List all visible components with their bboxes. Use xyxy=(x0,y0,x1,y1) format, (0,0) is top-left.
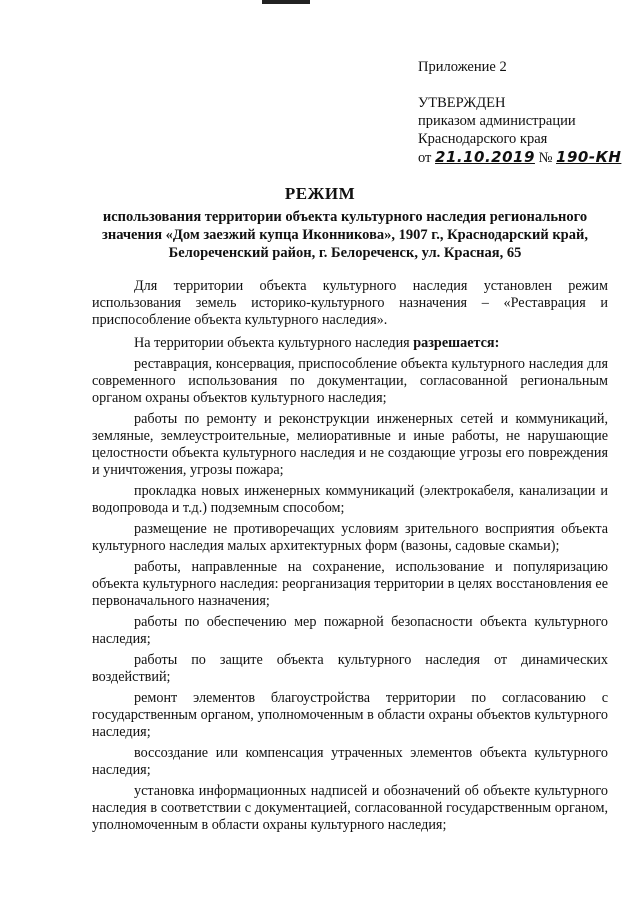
allowed-heading xyxy=(92,335,608,352)
allowed-heading-bold: разрешается: xyxy=(413,335,500,351)
allowed-item: ремонт элементов благоустройства территории по согласованию с государственным органом, уполномоченным в области охраны объектов культурного наследия; xyxy=(92,690,608,740)
allowed-heading-text: На территории объекта культурного наследия xyxy=(134,335,414,351)
allowed-item: установка информационных надписей и обозначений об объекте культурного наследия в соответствии с документацией, согласованной государственным органом, уполномоченным в области охраны культурного наследия; xyxy=(92,783,608,833)
approval-line-1: приказом администрации xyxy=(418,113,576,129)
document-subtitle: использования территории объекта культурного наследия регионального значения «Дом заезжий купца Иконникова», 1907 г., Краснодарский край, Белореченский район, г. Белореченск, ул. Красная, 65 xyxy=(102,209,588,261)
scan-mark xyxy=(262,0,310,4)
number-value: 190-КН xyxy=(556,148,622,166)
allowed-item: воссоздание или компенсация утраченных элементов объекта культурного наследия; xyxy=(92,745,608,778)
document-title: РЕЖИМ xyxy=(284,184,356,203)
date-value: 21.10.2019 xyxy=(435,148,535,166)
approval-block xyxy=(418,58,628,167)
allowed-item: работы по ремонту и реконструкции инженерных сетей и коммуникаций, земляные, землеустроительные, мелиоративные и иные работы, не нарушающие целостности объекта культурного наследия и не создающие угрозы его повреждения и уничтожения, угрозы пожара; xyxy=(92,411,608,478)
allowed-item: реставрация, консервация, приспособление объекта культурного наследия для современного использования по документации, согласованной региональным органом охраны объектов культурного наследия; xyxy=(92,356,608,406)
allowed-item: работы по защите объекта культурного наследия от динамических воздействий; xyxy=(92,652,608,685)
allowed-item: работы, направленные на сохранение, использование и популяризацию объекта культурного наследия: реорганизация территории в целях восстановления ее первоначального назначения; xyxy=(92,559,608,609)
approval-date-line xyxy=(418,148,628,167)
approved-label: УТВЕРЖДЕН xyxy=(418,95,506,111)
allowed-item: работы по обеспечению мер пожарной безопасности объекта культурного наследия; xyxy=(92,614,608,647)
approval-line-2: Краснодарского края xyxy=(418,131,548,147)
allowed-item: размещение не противоречащих условиям зрительного восприятия объекта культурного наследия малых архитектурных форм (вазоны, садовые скамьи); xyxy=(92,521,608,554)
appendix-label: Приложение 2 xyxy=(418,59,507,75)
number-prefix: № xyxy=(538,150,553,166)
intro-paragraph: Для территории объекта культурного наследия установлен режим использования земель историко-культурного назначения – «Реставрация и приспособление объекта культурного наследия». xyxy=(92,278,608,328)
allowed-item: прокладка новых инженерных коммуникаций (электрокабеля, канализации и водопровода и т.д.) подземным способом; xyxy=(92,483,608,516)
document-body xyxy=(92,278,608,838)
date-prefix: от xyxy=(418,150,432,166)
